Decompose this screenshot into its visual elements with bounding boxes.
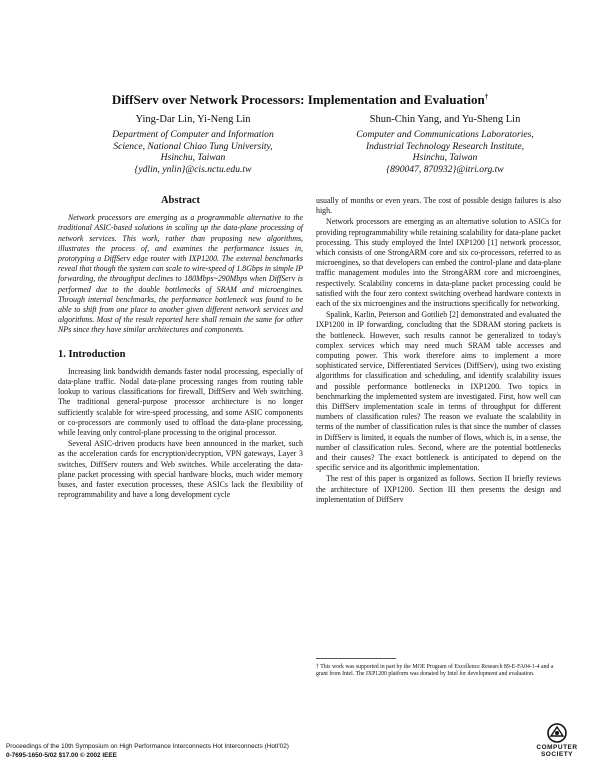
computer-society-emblem-icon: [546, 722, 568, 744]
body-paragraph: Network processors are emerging as an alternative solution to ASICs for providing reprogrammability while retaining scalability for data-plane packet processing. This study employed the Intel IXP1200 [1] network processor, which consists of one StrongARM core and six co-processors, referred to as microengines, so that developers can embed the control-plane and data-plane traffic management modules into the StrongARM core and microengines, respectively. Scalability concerns in data-plane packet processing could be satisfied with the four zero context switching overhead hardware contexts in each of the six microengines and the instructions specifically for networking.: [316, 217, 561, 309]
paper-title: [0, 92, 600, 108]
right-column: [316, 196, 561, 506]
left-column: [58, 196, 303, 501]
logo-text-computer: COMPUTER: [536, 744, 578, 751]
footer-isbn: 0-7695-1650-5/02 $17.00 © 2002 IEEE: [6, 751, 117, 759]
intro-paragraph: Several ASIC-driven products have been announced in the market, such as the acceleration cards for encryption/decryption, VPN gateways, Layer 3 switches, DiffServ routers and Web switches. While accelerating the data-plane packet processing with special hardware blocks, much wider memory buses, and faster execution processes, these ASICs lack the flexibility of reprogrammability and have a long development cycle: [58, 439, 303, 500]
authors-block-right: [310, 114, 580, 176]
page-footer: [6, 743, 289, 760]
affiliation-left-city: Hsinchu, Taiwan: [160, 152, 226, 164]
footnote: † This work was supported in part by the MOE Program of Excellence Research 89-E-FA04-1-4 and a grant from Intel. The IXP1200 platform was donated by Intel for development and evaluation.: [316, 664, 554, 678]
title-footnote-mark: †: [484, 92, 489, 101]
author-names-left: Ying-Dar Lin, Yi-Neng Lin: [135, 114, 251, 125]
paper-title-text: DiffServ over Network Processors: Implementation and Evaluation: [111, 92, 485, 107]
email-left: {ydlin, ynlin}@cis.nctu.edu.tw: [134, 164, 252, 176]
email-right: {890047, 870932}@itri.org.tw: [386, 164, 504, 176]
affiliation-right-line2: Industrial Technology Research Institute,: [365, 140, 525, 152]
abstract-heading: Abstract: [160, 195, 201, 206]
logo-text-society: SOCIETY: [540, 751, 574, 758]
authors-block-left: [58, 114, 328, 176]
intro-paragraph: Increasing link bandwidth demands faster nodal processing, especially of data-plane traffic. Nodal data-plane processing ranges from routing table lookup to various classifications for firewall, DiffServ and Web switching. The traditional general-purpose processor architecture is no longer sufficiently scalable for wire-speed processing, and some ASIC components or co-processors are commonly used to offload the data-plane processing, while leaving only control-plane processing to the original processor.: [58, 366, 303, 438]
affiliation-left-line1: Department of Computer and Information: [112, 128, 274, 140]
computer-society-logo: [527, 722, 587, 758]
body-paragraph: usually of months or even years. The cost of possible design failures is also high.: [316, 196, 561, 216]
affiliation-right-city: Hsinchu, Taiwan: [412, 152, 478, 164]
author-names-right: Shun-Chin Yang, and Yu-Sheng Lin: [369, 114, 521, 125]
affiliation-right-line1: Computer and Communications Laboratories,: [356, 128, 534, 140]
section-heading-introduction: 1. Introduction: [58, 348, 126, 360]
body-paragraph: Spalink, Karlin, Peterson and Gottlieb [2] demonstrated and evaluated the IXP1200 in IP forwarding, concluding that the SDRAM storing packets is the bottleneck. However, such results cannot be generalized to today's complex services which may need much SRAM table accesses and computing power. This work therefore aims to implement a more sophisticated service, Differentiated Services (DiffServ), using two existing algorithms for classification and scheduling, and identify scalability issues and possible performance bottlenecks in IXP1200. Two topics in benchmarking the implemented system are investigated. First, how well can this DiffServ implementation scale in terms of throughput for different numbers of classification rules? The reason we evaluate the scalability in terms of the number of classification rules is that since the number of classes in DiffServ is limited, it equals the number of flows, which is, in a sense, the number of classification rules. Second, where are the potential bottlenecks and their causes? The exact bottleneck is anticipated to depend on the specific service and its algorithmic implementation.: [316, 310, 561, 473]
footnote-rule: [316, 658, 396, 659]
footer-proceedings: Proceedings of the 10th Symposium on High Performance Interconnects Hot Interconnects (HotI'02): [6, 743, 289, 750]
affiliation-left-line2: Science, National Chiao Tung University,: [113, 140, 273, 152]
abstract-text: Network processors are emerging as a programmable alternative to the traditional ASIC-based solutions in scaling up the data-plane processing of network services. This work, rather than proposing new algorithms, illustrates the process of, and examines the performance issues in, prototyping a DiffServ edge router with IXP1200. The external benchmarks reveal that though the system can scale to wire-speed of 1.8Gbps in simple IP forwarding, the throughput declines to 180Mbps~290Mbps when DiffServ is performed due to the double bottlenecks of SRAM and microengines. Through internal benchmarks, the performance bottleneck was found to be able to shift from one place to another given different network services and algorithms. Most of the result reported here shall remain the same for other NPs since they have similar architectures and components.: [58, 213, 303, 335]
body-paragraph: The rest of this paper is organized as follows. Section II briefly reviews the architecture of IXP1200. Section III then presents the design and implementation of DiffServ: [316, 474, 561, 504]
